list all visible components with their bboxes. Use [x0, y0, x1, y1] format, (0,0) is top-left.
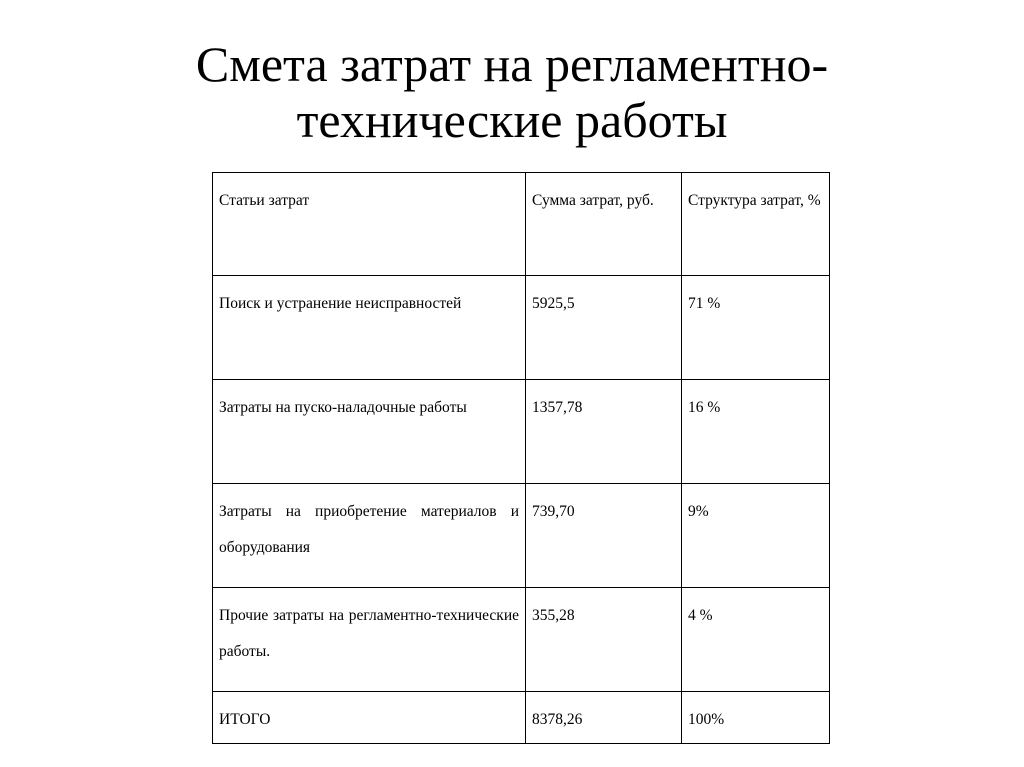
table-row — [213, 380, 830, 484]
header-cost-structure: Структура затрат, % — [682, 173, 830, 276]
total-sum: 8378,26 — [526, 692, 682, 744]
title-line-1: Смета затрат на регламентно- — [195, 36, 829, 92]
header-cost-item: Статьи затрат — [213, 173, 526, 276]
table-row — [213, 484, 830, 588]
cell-item: Затраты на приобретение материалов и оборудования — [213, 484, 526, 588]
cell-percent: 9% — [682, 484, 830, 588]
cost-estimate-table — [212, 172, 830, 744]
cell-percent: 16 % — [682, 380, 830, 484]
slide-title — [0, 36, 1024, 148]
cell-sum: 355,28 — [526, 588, 682, 692]
cell-sum: 739,70 — [526, 484, 682, 588]
header-cost-sum: Сумма затрат, руб. — [526, 173, 682, 276]
table-row — [213, 588, 830, 692]
table-total-row — [213, 692, 830, 744]
cell-sum: 5925,5 — [526, 276, 682, 380]
cell-item: Прочие затраты на регламентно-технические работы. — [213, 588, 526, 692]
cell-sum: 1357,78 — [526, 380, 682, 484]
total-percent: 100% — [682, 692, 830, 744]
cell-percent: 4 % — [682, 588, 830, 692]
table-row — [213, 276, 830, 380]
title-line-2: технические работы — [296, 92, 728, 148]
cell-percent: 71 % — [682, 276, 830, 380]
cell-item: Поиск и устранение неисправностей — [213, 276, 526, 380]
total-label: ИТОГО — [213, 692, 526, 744]
cell-item: Затраты на пуско-наладочные работы — [213, 380, 526, 484]
table-header-row — [213, 173, 830, 276]
